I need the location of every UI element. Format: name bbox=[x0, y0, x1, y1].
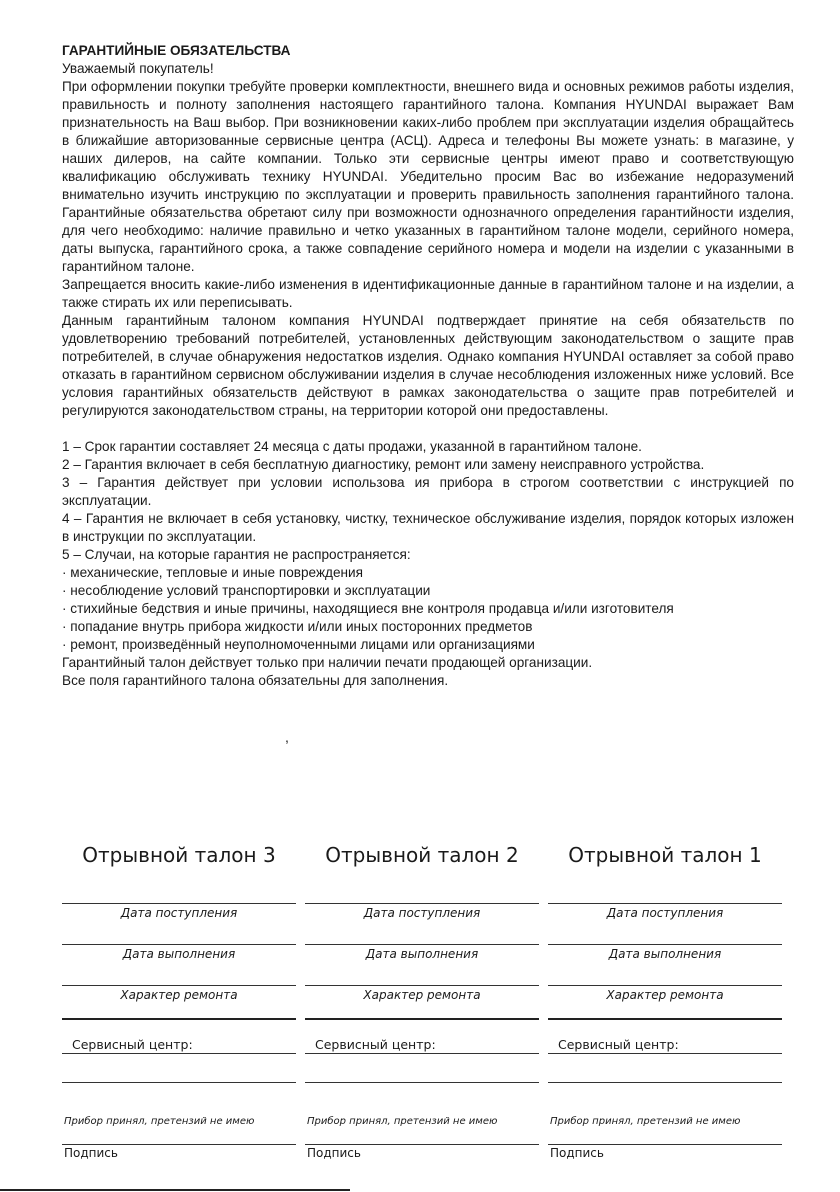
signature-label: Подпись bbox=[307, 1146, 361, 1160]
divider bbox=[548, 903, 782, 904]
condition-item: 4 – Гарантия не включает в себя установку, чистку, техническое обслуживание изделия, порядок которых изложен в инструкции по эксплуатации. bbox=[62, 511, 794, 544]
signature-field[interactable] bbox=[548, 1144, 782, 1145]
paragraph-intro: При оформлении покупки требуйте проверки комплектности, внешнего вида и основных режимов работы изделия, правильность и полноту заполнения настоящего гарантийного талона. Компания HYUNDAI выражает Вам признательность на Ваш выбор. При возникновении каких-либо проблем при эксплуатации изделия обращайтесь в ближайшие авторизованные сервисные центра (АСЦ). Адреса и телефоны Вы можете узнать: в магазине, у наших дилеров, на сайте компании. Только эти сервисные центры имеют право и соответствующую квалификацию обслуживать технику HYUNDAI. Убедительно просим Вас во избежание недоразумений внимательно изучить инструкцию по эксплуатации и проверить правильность заполнения гарантийного талона. Гарантийные обязательства обретают силу при возможности однозначного определения гарантийности изделия, для чего необходимо: наличие правильно и четко указанных в гарантийном талоне модели, серийного номера, даты выпуска, гарантийного срока, а также совпадение серийного номера и модели на изделии с указанными в гарантийном талоне. bbox=[62, 79, 794, 274]
signature-field[interactable] bbox=[305, 1144, 539, 1145]
exclusion-item: · несоблюдение условий транспортировки и эксплуатации bbox=[62, 583, 431, 598]
divider bbox=[62, 903, 296, 904]
repair-type-field[interactable] bbox=[548, 1018, 782, 1020]
repair-type-label: Характер ремонта bbox=[120, 988, 238, 1002]
completion-date-label: Дата выполнения bbox=[122, 947, 236, 961]
receipt-date-field[interactable] bbox=[305, 944, 539, 945]
coupon-3 bbox=[62, 840, 296, 1160]
condition-item: 2 – Гарантия включает в себя бесплатную диагностику, ремонт или замену неисправного устройства. bbox=[62, 457, 705, 472]
signature-field[interactable] bbox=[62, 1144, 296, 1145]
coupon-title: Отрывной талон 2 bbox=[325, 843, 519, 867]
service-center-field-2[interactable] bbox=[305, 1082, 539, 1083]
service-center-field[interactable] bbox=[62, 1053, 296, 1054]
service-center-label: Сервисный центр: bbox=[315, 1037, 436, 1052]
completion-date-label: Дата выполнения bbox=[608, 947, 722, 961]
receipt-date-label: Дата поступления bbox=[120, 906, 238, 920]
service-center-label: Сервисный центр: bbox=[72, 1037, 193, 1052]
coupon-title: Отрывной талон 3 bbox=[82, 843, 276, 867]
paragraph-obligations: Данным гарантийным талоном компания HYUNDAI подтверждает принятие на себя обязательств по удовлетворению требований потребителей, установленных действующим законодательством о защите прав потребителей, в случае обнаружения недостатков изделия. Однако компания HYUNDAI оставляет за собой право отказать в гарантийном сервисном обслуживании изделия в случае несоблюдения изложенных ниже условий. Все условия гарантийных обязательств действуют в рамках законодательства о защите прав потребителей и регулируются законодательством страны, на территории которой они предоставлены. bbox=[62, 313, 794, 418]
closing-line: Все поля гарантийного талона обязательны для заполнения. bbox=[62, 673, 449, 688]
stray-mark: , bbox=[285, 729, 289, 745]
receipt-date-label: Дата поступления bbox=[606, 906, 724, 920]
condition-item: 1 – Срок гарантии составляет 24 месяца с даты продажи, указанной в гарантийном талоне. bbox=[62, 439, 642, 454]
warranty-text bbox=[62, 42, 794, 690]
accepted-label: Прибор принял, претензий не имею bbox=[550, 1116, 741, 1127]
completion-date-field[interactable] bbox=[62, 985, 296, 986]
coupon-title: Отрывной талон 1 bbox=[568, 843, 762, 867]
cut-line bbox=[0, 1189, 350, 1191]
signature-label: Подпись bbox=[550, 1146, 604, 1160]
completion-date-label: Дата выполнения bbox=[365, 947, 479, 961]
exclusion-item: · ремонт, произведённый неуполномоченными лицами или организациями bbox=[62, 637, 535, 652]
condition-item: 5 – Случаи, на которые гарантия не распространяется: bbox=[62, 547, 411, 562]
exclusion-item: · механические, тепловые и иные повреждения bbox=[62, 565, 364, 580]
receipt-date-field[interactable] bbox=[548, 944, 782, 945]
repair-type-label: Характер ремонта bbox=[606, 988, 724, 1002]
completion-date-field[interactable] bbox=[305, 985, 539, 986]
greeting: Уважаемый покупатель! bbox=[62, 61, 214, 76]
repair-type-field[interactable] bbox=[62, 1018, 296, 1020]
service-center-field-2[interactable] bbox=[548, 1082, 782, 1083]
service-center-field-2[interactable] bbox=[62, 1082, 296, 1083]
coupon-1 bbox=[548, 840, 782, 1160]
receipt-date-label: Дата поступления bbox=[363, 906, 481, 920]
signature-label: Подпись bbox=[64, 1146, 118, 1160]
exclusion-item: · попадание внутрь прибора жидкости и/или иных посторонних предметов bbox=[62, 619, 533, 634]
coupon-2 bbox=[305, 840, 539, 1160]
completion-date-field[interactable] bbox=[548, 985, 782, 986]
divider bbox=[305, 903, 539, 904]
service-center-field[interactable] bbox=[305, 1053, 539, 1054]
condition-item: 3 – Гарантия действует при условии использова ия прибора в строгом соответствии с инструкцией по эксплуатации. bbox=[62, 475, 794, 508]
repair-type-field[interactable] bbox=[305, 1018, 539, 1020]
accepted-label: Прибор принял, претензий не имею bbox=[64, 1116, 255, 1127]
paragraph-prohibition: Запрещается вносить какие-либо изменения в идентификационные данные в гарантийном талоне и на изделии, а также стирать их или переписывать. bbox=[62, 277, 794, 310]
page-title: ГАРАНТИЙНЫЕ ОБЯЗАТЕЛЬСТВА bbox=[62, 43, 291, 58]
repair-type-label: Характер ремонта bbox=[363, 988, 481, 1002]
accepted-label: Прибор принял, претензий не имею bbox=[307, 1116, 498, 1127]
service-center-field[interactable] bbox=[548, 1053, 782, 1054]
exclusion-item: · стихийные бедствия и иные причины, находящиеся вне контроля продавца и/или изготовителя bbox=[62, 601, 674, 616]
service-center-label: Сервисный центр: bbox=[558, 1037, 679, 1052]
closing-line: Гарантийный талон действует только при наличии печати продающей организации. bbox=[62, 655, 593, 670]
receipt-date-field[interactable] bbox=[62, 944, 296, 945]
